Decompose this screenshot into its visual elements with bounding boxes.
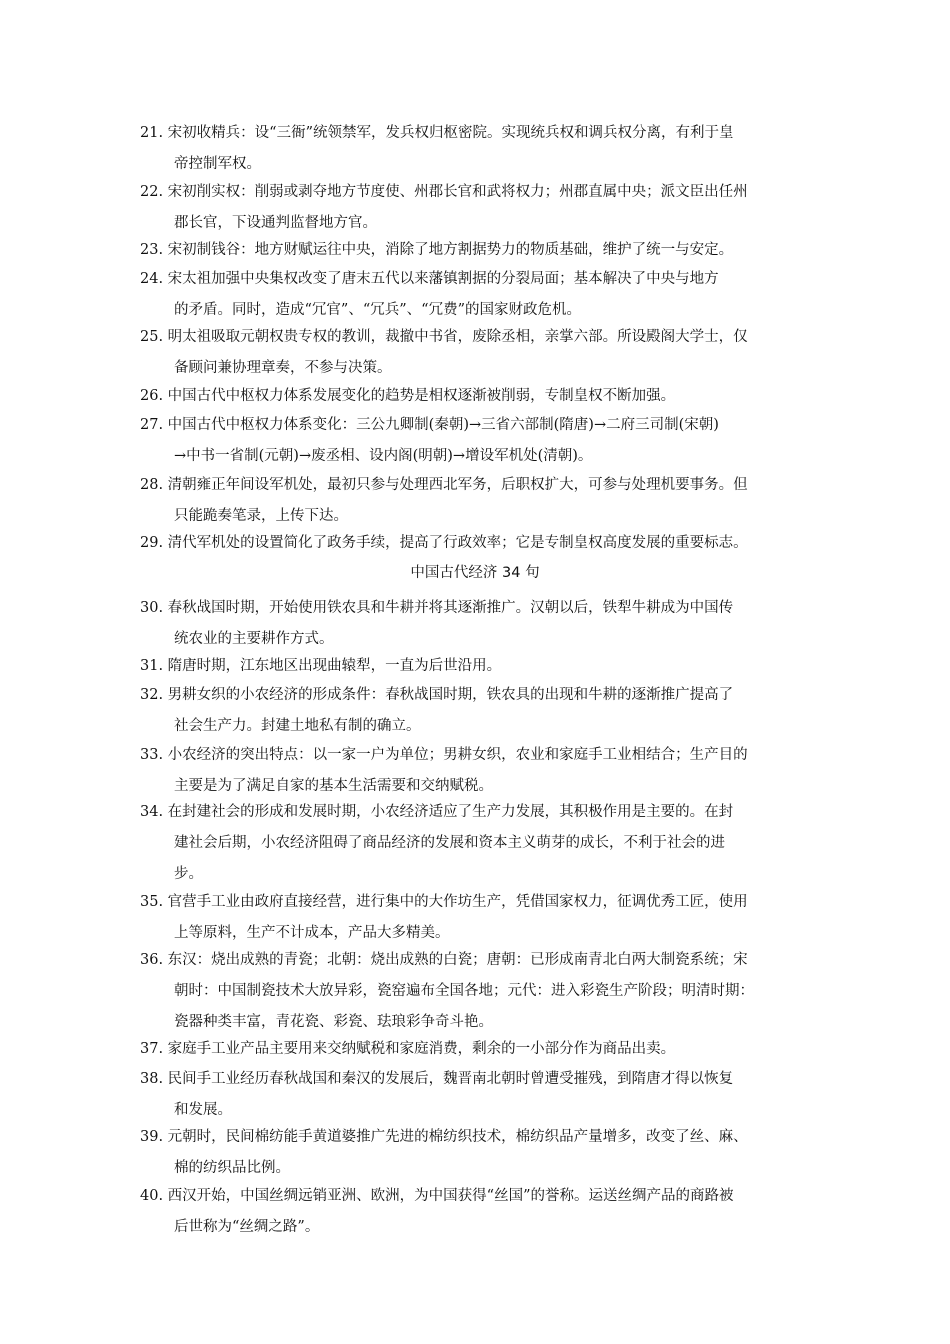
item-text: 在封建社会的形成和发展时期，小农经济适应了生产力发展，其积极作用是主要的。在封 bbox=[167, 804, 734, 820]
item-first-line bbox=[140, 322, 818, 353]
list-item bbox=[140, 651, 818, 682]
item-continuation-line: 步。 bbox=[174, 866, 203, 882]
item-number: 40. bbox=[140, 1188, 168, 1204]
item-number: 23. bbox=[140, 242, 168, 258]
list-item bbox=[140, 322, 818, 384]
item-number: 30. bbox=[140, 600, 168, 616]
item-text: 东汉：烧出成熟的青瓷；北朝：烧出成熟的白瓷；唐朝：已形成南青北白两大制瓷系统；宋 bbox=[167, 952, 748, 968]
item-first-line bbox=[140, 235, 818, 266]
item-text: 宋初削实权：削弱或剥夺地方节度使、州郡长官和武将权力；州郡直属中央；派文臣出任州 bbox=[167, 184, 748, 200]
item-text: 春秋战国时期，开始使用铁农具和牛耕并将其逐渐推广。汉朝以后，铁犁牛耕成为中国传 bbox=[167, 600, 734, 616]
item-first-line bbox=[140, 651, 818, 682]
list-item bbox=[140, 680, 818, 742]
item-continuation-line: →中书一省制(元朝)→废丞相、设内阁(明朝)→增设军机处(清朝)。 bbox=[174, 448, 593, 464]
list-item bbox=[140, 410, 818, 472]
list-item bbox=[140, 381, 818, 412]
item-text: 官营手工业由政府直接经营，进行集中的大作坊生产，凭借国家权力，征调优秀工匠，使用 bbox=[167, 894, 748, 910]
item-number: 28. bbox=[140, 477, 168, 493]
list-item bbox=[140, 118, 818, 180]
item-continuation-line: 和发展。 bbox=[174, 1102, 232, 1118]
item-number: 26. bbox=[140, 388, 168, 404]
item-continuation-line: 主要是为了满足自家的基本生活需要和交纳赋税。 bbox=[174, 778, 493, 794]
item-text: 家庭手工业产品主要用来交纳赋税和家庭消费，剩余的一小部分作为商品出卖。 bbox=[167, 1041, 676, 1057]
item-first-line bbox=[140, 528, 818, 559]
list-item bbox=[140, 593, 818, 655]
section-heading: 中国古代经济 34 句 bbox=[410, 565, 540, 581]
item-first-line bbox=[140, 887, 818, 918]
item-first-line bbox=[140, 1034, 818, 1065]
item-continuation-line: 建社会后期，小农经济阻碍了商品经济的发展和资本主义萌芽的成长，不利于社会的进 bbox=[174, 835, 725, 851]
list-item bbox=[140, 264, 818, 326]
item-text: 小农经济的突出特点：以一家一户为单位；男耕女织，农业和家庭手工业相结合；生产目的 bbox=[167, 747, 748, 763]
item-number: 33. bbox=[140, 747, 168, 763]
item-text: 宋太祖加强中央集权改变了唐末五代以来藩镇割据的分裂局面；基本解决了中央与地方 bbox=[167, 271, 719, 287]
item-continuation-line: 帝控制军权。 bbox=[174, 156, 261, 172]
list-item bbox=[140, 1064, 818, 1126]
item-first-line bbox=[140, 740, 818, 771]
item-first-line bbox=[140, 680, 818, 711]
item-text: 西汉开始，中国丝绸远销亚洲、欧洲，为中国获得“丝国”的誉称。运送丝绸产品的商路被 bbox=[167, 1188, 734, 1204]
list-item bbox=[140, 235, 818, 266]
item-continuation-line: 瓷器种类丰富，青花瓷、彩瓷、珐琅彩争奇斗艳。 bbox=[174, 1014, 493, 1030]
item-first-line bbox=[140, 381, 818, 412]
item-number: 35. bbox=[140, 894, 168, 910]
item-number: 36. bbox=[140, 952, 168, 968]
item-number: 32. bbox=[140, 687, 168, 703]
item-text: 中国古代中枢权力体系发展变化的趋势是相权逐渐被削弱，专制皇权不断加强。 bbox=[167, 388, 676, 404]
list-item bbox=[140, 740, 818, 802]
item-first-line bbox=[140, 1064, 818, 1095]
item-text: 清朝雍正年间设军机处，最初只参与处理西北军务，后职权扩大，可参与处理机要事务。但 bbox=[167, 477, 748, 493]
item-number: 37. bbox=[140, 1041, 168, 1057]
item-continuation-line: 后世称为“丝绸之路”。 bbox=[174, 1219, 320, 1235]
list-item bbox=[140, 945, 818, 1038]
list-item bbox=[140, 797, 818, 890]
item-first-line bbox=[140, 1181, 818, 1212]
item-first-line bbox=[140, 118, 818, 149]
item-number: 21. bbox=[140, 125, 168, 141]
item-number: 22. bbox=[140, 184, 168, 200]
item-first-line bbox=[140, 1122, 818, 1153]
item-first-line bbox=[140, 410, 818, 441]
item-number: 34. bbox=[140, 804, 168, 820]
list-item bbox=[140, 528, 818, 559]
item-text: 隋唐时期，江东地区出现曲辕犁，一直为后世沿用。 bbox=[167, 658, 502, 674]
list-item bbox=[140, 1181, 818, 1243]
item-text: 明太祖吸取元朝权贵专权的教训，裁撤中书省，废除丞相，亲掌六部。所设殿阁大学士，仅 bbox=[167, 329, 748, 345]
item-first-line bbox=[140, 797, 818, 828]
item-first-line bbox=[140, 177, 818, 208]
item-text: 男耕女织的小农经济的形成条件：春秋战国时期，铁农具的出现和牛耕的逐渐推广提高了 bbox=[167, 687, 734, 703]
list-item bbox=[140, 470, 818, 532]
list-item bbox=[140, 177, 818, 239]
item-text: 中国古代中枢权力体系变化：三公九卿制(秦朝)→三省六部制(隋唐)→二府三司制(宋朝) bbox=[167, 417, 719, 433]
item-number: 39. bbox=[140, 1129, 168, 1145]
list-item bbox=[140, 1122, 818, 1184]
item-number: 38. bbox=[140, 1071, 168, 1087]
item-text: 元朝时，民间棉纺能手黄道婆推广先进的棉纺织技术，棉纺织品产量增多，改变了丝、麻、 bbox=[167, 1129, 748, 1145]
item-first-line bbox=[140, 945, 818, 976]
item-number: 29. bbox=[140, 535, 168, 551]
item-number: 24. bbox=[140, 271, 168, 287]
item-first-line bbox=[140, 264, 818, 295]
item-text: 宋初收精兵：设“三衙”统领禁军，发兵权归枢密院。实现统兵权和调兵权分离，有利于皇 bbox=[167, 125, 734, 141]
item-text: 宋初制钱谷：地方财赋运往中央，消除了地方割据势力的物质基础，维护了统一与安定。 bbox=[167, 242, 734, 258]
item-first-line bbox=[140, 470, 818, 501]
item-continuation-line: 棉的纺织品比例。 bbox=[174, 1160, 290, 1176]
item-number: 25. bbox=[140, 329, 168, 345]
item-first-line bbox=[140, 593, 818, 624]
item-continuation-line: 统农业的主要耕作方式。 bbox=[174, 631, 334, 647]
item-number: 31. bbox=[140, 658, 168, 674]
item-continuation-line: 郡长官，下设通判监督地方官。 bbox=[174, 215, 377, 231]
list-item bbox=[140, 887, 818, 949]
item-text: 民间手工业经历春秋战国和秦汉的发展后，魏晋南北朝时曾遭受摧残，到隋唐才得以恢复 bbox=[167, 1071, 734, 1087]
item-continuation-line: 朝时：中国制瓷技术大放异彩，瓷窑遍布全国各地；元代：进入彩瓷生产阶段；明清时期： bbox=[174, 983, 754, 999]
item-continuation-line: 社会生产力。封建土地私有制的确立。 bbox=[174, 718, 421, 734]
item-text: 清代军机处的设置简化了政务手续，提高了行政效率；它是专制皇权高度发展的重要标志。 bbox=[167, 535, 748, 551]
item-continuation-line: 备顾问兼协理章奏，不参与决策。 bbox=[174, 360, 392, 376]
item-continuation-line: 只能跪奏笔录，上传下达。 bbox=[174, 508, 348, 524]
item-continuation-line: 的矛盾。同时，造成“冗官”、“冗兵”、“冗费”的国家财政危机。 bbox=[174, 302, 581, 318]
list-item bbox=[140, 1034, 818, 1065]
item-continuation-line: 上等原料，生产不计成本，产品大多精美。 bbox=[174, 925, 450, 941]
item-number: 27. bbox=[140, 417, 168, 433]
